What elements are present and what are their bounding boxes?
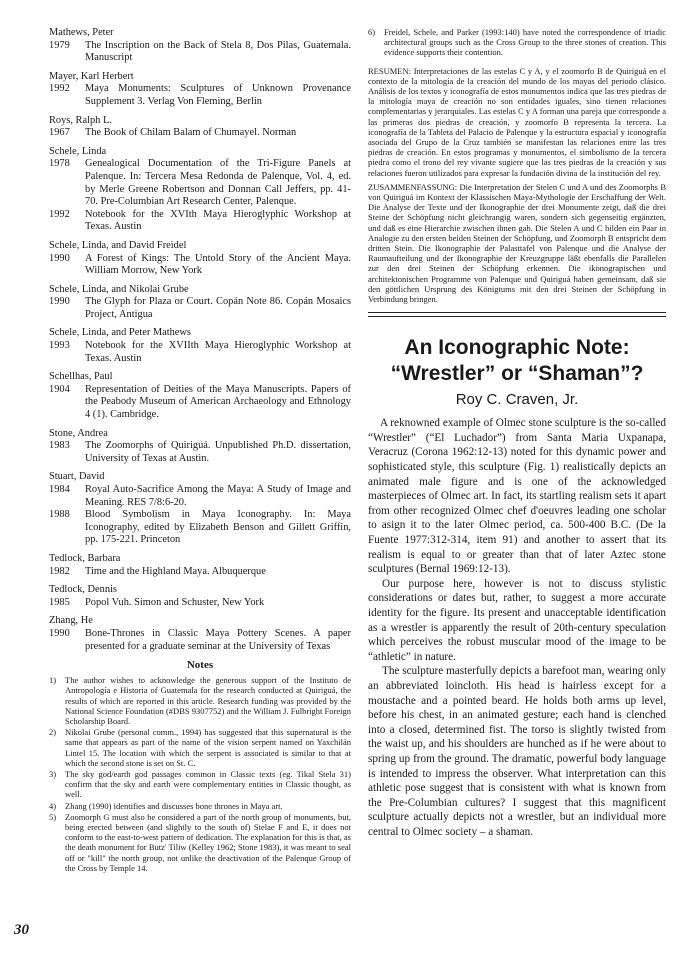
note-number: 2) bbox=[49, 727, 57, 738]
article-paragraph: Our purpose here, however is not to discuss stylistic considerations or dates but, rather, to suggest a more accurate identity for the figure. Its present and unacceptable identification as a wrestler is apparently the result of 20th-century speculation which perceives the robust muscular mood of the image to be “athletic” in nature. bbox=[368, 577, 666, 663]
reference-year: 1967 bbox=[49, 127, 70, 139]
article-paragraph: The sculpture masterfully depicts a barefoot man, wearing only an abbreviated loincloth. His head is hairless except for a moustache and a pointed beard. He holds both arms up level, before his chest, in an animated gesture; each hand is clenched into a closed, determined fist. The torso is slightly twisted from the waist up, and his shoulders are hunched as if he were about to spring up from the ground. The dramatic, powerful body language is intended to impress the observer. What interpretation can this athletic pose suggest that is consistent with what is known from the Pre-Columbian cultures? I suggest that this magnificent sculpture actually depicts not a wrestler, but an individual more central to Olmec society – a shaman. bbox=[368, 665, 666, 838]
reference-year: 1904 bbox=[49, 383, 70, 395]
reference-year: 1990 bbox=[49, 296, 70, 308]
reference-item bbox=[49, 615, 351, 653]
reference-item bbox=[49, 71, 351, 109]
reference-entry bbox=[49, 40, 351, 65]
note-item bbox=[49, 769, 351, 800]
reference-text: Maya Monuments: Sculptures of Unknown Provenance Supplement 3. Verlag Von Fleming, Berlin bbox=[85, 83, 351, 107]
reference-year: 1992 bbox=[49, 83, 70, 95]
reference-entry bbox=[49, 384, 351, 422]
right-column bbox=[368, 27, 666, 840]
reference-item bbox=[49, 284, 351, 322]
reference-text: Notebook for the XVIth Maya Hieroglyphic Workshop at Texas. Austin bbox=[85, 208, 351, 233]
note-text: Zoomorph G must also be considered a part of the north group of monuments, but, being erected between (and slightly to the south of) Stelae F and E, it does not conform to the east-to-west pattern of dedication. The explanation for this is that, as the death monument for Butz' Tiliw (Kelley 1962; Stone 1983), it was meant to seal off or "kill" the north group, not unlike the deactivation of the Palenque Group of the Cross by Temple 14. bbox=[65, 811, 351, 873]
note-item bbox=[49, 812, 351, 873]
reference-author: Tedlock, Dennis bbox=[49, 584, 117, 596]
article-title-line2: “Wrestler” or “Shaman”? bbox=[390, 362, 644, 386]
article-body bbox=[368, 416, 666, 839]
resumen-abstract: RESUMEN: Interpretaciones de las estelas C y A, y el zoomorfo B de Quiriguá en el contexto de la mitología de la creación del mundo de los mayas del periodo clásico. Análisis de los textos y iconografía de estos monumentos indica que las tres piedras de la mitología maya de creación no son entidades iguales, sino tienen relaciones complementarias y jerarquiales. Las estelas C y A forman una pareja que corresponde a las primeras dos piedras de creación, y zoomorfo B representa la tercera. La iconografía de la Tableta del Palacio de Palenque y la estructura espacial y iconografía asociada del Grupo de la Cruz también se manifestan las relaciones entre las tres piedras de creación. En estos programas y monumentos, el simbolismo de la tercera piedra como el trono del rey vivante sugiere que las tres piedras de la creación y sus relaciones fueron utilizados para expresar la fundación divina de la institución del rey. bbox=[368, 65, 666, 178]
reference-author: Schele, Linda, and Peter Mathews bbox=[49, 327, 191, 339]
note-number: 4) bbox=[49, 800, 57, 811]
reference-entry bbox=[49, 253, 351, 278]
reference-year: 1993 bbox=[49, 340, 70, 352]
reference-author: Schele, Linda bbox=[49, 145, 107, 157]
reference-author: Stuart, David bbox=[49, 471, 105, 483]
reference-entry bbox=[49, 127, 351, 140]
note-text: Nikolai Grube (personal comm., 1994) has suggested that this supernatural is the same that appears as part of the name of the vision serpent named on Yaxchilán Lintel 15. The location with which the serpent is associated is similar to that at which the second stone is set on St. C. bbox=[65, 727, 351, 768]
reference-year: 1979 bbox=[49, 39, 70, 51]
reference-item bbox=[49, 146, 351, 234]
note-text: The author wishes to acknowledge the generous support of the Instituto de Antropología e Historia of Guatemala for the research conducted at Quiriguá, the results of which are reported in this article. Research funding was provided by the National Science Foundation (#DBS 9307752) and the William J. Fulbright Foreign Scholarship Board. bbox=[65, 675, 351, 726]
reference-author: Zhang, He bbox=[49, 615, 93, 627]
note-item bbox=[49, 801, 351, 811]
notes-list-continued bbox=[368, 27, 666, 58]
reference-year: 1992 bbox=[49, 208, 70, 220]
article-author: Roy C. Craven, Jr. bbox=[455, 391, 579, 409]
reference-year: 1984 bbox=[49, 484, 70, 495]
section-divider bbox=[368, 312, 666, 317]
reference-item bbox=[49, 27, 351, 65]
note-text: Zhang (1990) identifies and discusses bone thrones in Maya art. bbox=[65, 800, 283, 811]
reference-year: 1988 bbox=[49, 509, 70, 521]
reference-text: A Forest of Kings: The Untold Story of the Ancient Maya. William Morrow, New York bbox=[85, 252, 351, 277]
reference-item bbox=[49, 471, 351, 547]
reference-text: Blood Symbolism in Maya Iconography. In: Maya Iconography, edited by Elizabeth Benson and Gillett Griffin, pp. 175-221. Princeton bbox=[85, 509, 351, 546]
reference-author: Roys, Ralph L. bbox=[49, 114, 112, 126]
note-text: The sky god/earth god passages common in Classic texts (eg. Tikal Stela 31) confirm that the sky and earth were complementary entities in Classic thought, as well. bbox=[65, 768, 351, 800]
note-item bbox=[368, 27, 666, 58]
reference-text: Time and the Highland Maya. Albuquerque bbox=[85, 565, 266, 577]
reference-year: 1978 bbox=[49, 158, 70, 170]
reference-text: Notebook for the XVIIth Maya Hieroglyphic Workshop at Texas. Austin bbox=[85, 340, 351, 364]
reference-year: 1990 bbox=[49, 252, 70, 264]
notes-heading: Notes bbox=[186, 659, 214, 672]
reference-item bbox=[49, 371, 351, 421]
note-number: 3) bbox=[49, 768, 57, 779]
reference-year: 1983 bbox=[49, 440, 70, 452]
reference-entry bbox=[49, 509, 351, 547]
reference-text: The Book of Chilam Balam of Chumayel. Norman bbox=[85, 127, 297, 139]
reference-text: The Inscription on the Back of Stela 8, Dos Pilas, Guatemala. Manuscript bbox=[85, 39, 351, 64]
reference-author: Mathews, Peter bbox=[49, 27, 114, 38]
reference-item bbox=[49, 428, 351, 466]
article-title bbox=[368, 335, 666, 387]
reference-year: 1985 bbox=[49, 596, 70, 608]
note-text: Freidel, Schele, and Parker (1993:140) have noted the correspondence of triadic architectural groups such as the Cross Group to the three stones of creation. This evidence supports their contention. bbox=[384, 27, 666, 58]
reference-text: Popol Vuh. Simon and Schuster, New York bbox=[85, 596, 265, 608]
reference-text: Genealogical Documentation of the Tri-Figure Panels at Palenque. In: Tercera Mesa Redonda de Palenque, Vol. 4, ed. by Merle Greene Robertson and Donnan Call Jeffers, pp. 41-70. Pre-Columbian Art Research Center, Palenque. bbox=[85, 158, 351, 208]
reference-text: The Glyph for Plaza or Court. Copán Note 86. Copán Mosaics Project, Antigua bbox=[85, 296, 351, 320]
page-number: 30 bbox=[14, 922, 29, 938]
reference-text: The Zoomorphs of Quiriguá. Unpublished Ph.D. dissertation, University of Texas at Austin. bbox=[85, 440, 351, 464]
note-number: 1) bbox=[49, 675, 57, 686]
note-number: 6) bbox=[368, 27, 376, 37]
reference-text: Bone-Thrones in Classic Maya Pottery Scenes. A paper presented for a graduate seminar at the University of Texas bbox=[85, 627, 351, 652]
reference-entry bbox=[49, 597, 351, 610]
reference-entry bbox=[49, 158, 351, 208]
reference-author: Schellhas, Paul bbox=[49, 371, 113, 383]
reference-year: 1982 bbox=[49, 565, 70, 577]
note-item bbox=[49, 727, 351, 768]
note-item bbox=[49, 675, 351, 726]
reference-item bbox=[49, 240, 351, 278]
article-title-line1: An Iconographic Note: bbox=[404, 336, 630, 360]
reference-item bbox=[49, 327, 351, 365]
reference-entry bbox=[49, 484, 351, 509]
reference-author: Tedlock, Barbara bbox=[49, 552, 121, 564]
reference-entry bbox=[49, 209, 351, 234]
reference-entry bbox=[49, 340, 351, 365]
reference-item bbox=[49, 115, 351, 140]
reference-entry bbox=[49, 566, 351, 579]
article-paragraph: A reknowned example of Olmec stone sculpture is the so-called “Wrestler” (“El Luchador”) from Santa Maria Uxpanapa, Veracruz (Corona 1962:12-13) noted for this dynamic power and sophisticated style, this sculpture (Fig. 1) realistically depicts an animated male figure and is one of the acknowledged masterpieces of Olmec art. In fact, its startling realism sets it apart from other recognized Olmec chef d'oeuvres leading one scholar to asign it to the later Olmec period, ca. 500-400 B.C. (De la Fuente 1977:312-314, item 91) and another to assert that its realism is equal to or greater than that of later Aztec stone sculptures (Bernal 1969:12-13). bbox=[368, 417, 666, 576]
reference-entry bbox=[49, 440, 351, 465]
reference-author: Schele, Linda, and David Freidel bbox=[49, 239, 187, 251]
reference-entry bbox=[49, 628, 351, 653]
reference-entry bbox=[49, 296, 351, 321]
reference-author: Schele, Linda, and Nikolai Grube bbox=[49, 283, 189, 295]
reference-author: Stone, Andrea bbox=[49, 427, 108, 439]
reference-text: Representation of Deities of the Maya Manuscripts. Papers of the Peabody Museum of American Archaeology and Ethnology 4 (1). Cambridge. bbox=[85, 383, 351, 421]
note-number: 5) bbox=[49, 811, 57, 822]
references-list bbox=[49, 27, 351, 653]
reference-text: Royal Auto-Sacrifice Among the Maya: A Study of Image and Meaning. RES 7/8:6-20. bbox=[85, 484, 351, 508]
zusammenfassung-abstract: ZUSAMMENFASSUNG: Die Interpretation der Stelen C und A und des Zoomorphs B von Quiriguá im Kontext der Klassischen Maya-Mythologie der Erschaffung der Welt. Die Analyse der Texte und der Ikonographie der drei Monumente zeigt, daß die drei Steine der Schöpfung nicht gleichrangig waren, sondern sich gegenseitig ergänzten, und daß es eine Hierarchie zwischen ihnen gab. Die Stelen A und C bilden ein Paar in Analogie zu den ersten beiden Steinen der Schöpfung, und Zoomorph B entspricht dem dritten Stein. Die Ikonographie der Palasttafel von Palenque und die Analyse der Raumaufteilung und der Ikonographie der Kreuzgruppe läßt ebenfalls die Parallelen zur den drei Steinen der Schöpfung erkennen. Die ikonograpischen und architektonischen Programme von Palenque und Quiriguá haben gemeinsam, daß sie den göttlichen Ursprung des Königtums mit den drei Steinen der Schöpfung in Verbindung bringen. bbox=[368, 181, 666, 305]
reference-item bbox=[49, 584, 351, 609]
reference-item bbox=[49, 553, 351, 578]
notes-list bbox=[49, 675, 351, 873]
reference-entry bbox=[49, 83, 351, 108]
reference-year: 1990 bbox=[49, 627, 70, 639]
left-column bbox=[49, 27, 351, 874]
reference-author: Mayer, Karl Herbert bbox=[49, 70, 134, 82]
